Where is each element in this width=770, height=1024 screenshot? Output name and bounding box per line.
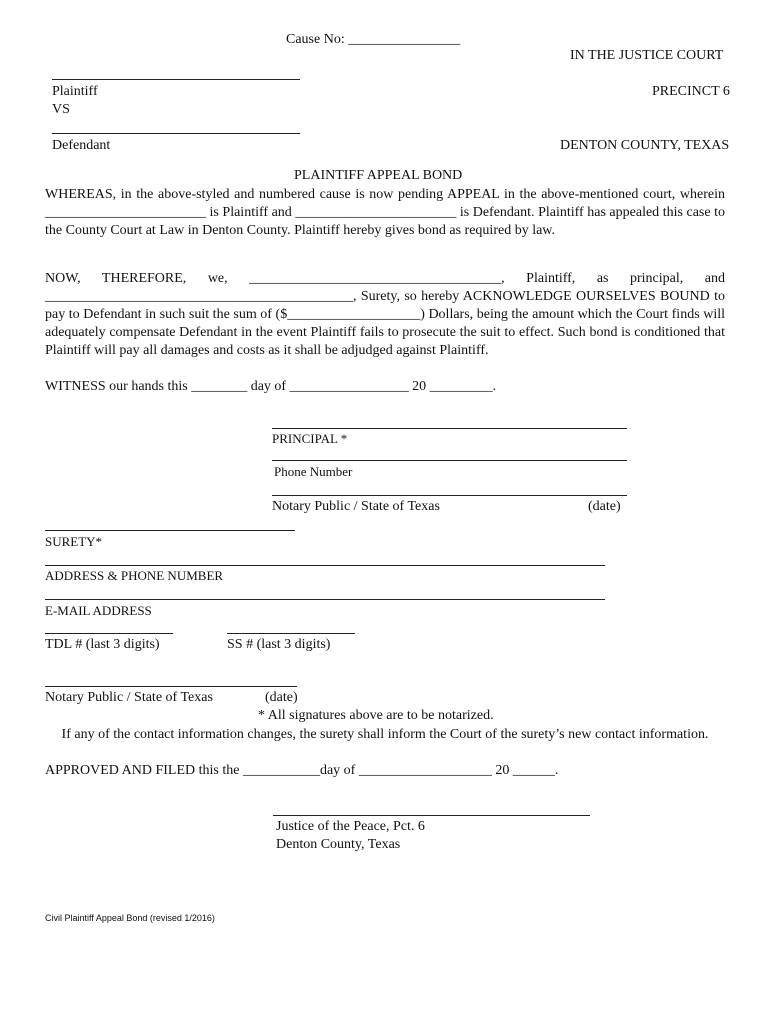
judge-county: Denton County, Texas — [276, 837, 401, 852]
notarized-note: * All signatures above are to be notarized. — [258, 708, 494, 723]
principal-notary-line — [272, 495, 627, 496]
judge-signature-line — [273, 815, 590, 816]
cause-number: Cause No: ________________ — [286, 32, 461, 47]
surety-date-label: (date) — [265, 690, 298, 705]
surety-label: SURETY* — [45, 534, 103, 549]
ss-label: SS # (last 3 digits) — [227, 637, 331, 652]
principal-date-label: (date) — [588, 499, 621, 514]
plaintiff-signature-line — [52, 79, 300, 80]
surety-notary-line — [45, 686, 297, 687]
email-line — [45, 599, 605, 600]
tdl-label: TDL # (last 3 digits) — [45, 637, 160, 652]
ss-line — [227, 633, 355, 634]
principal-notary-label: Notary Public / State of Texas — [272, 499, 440, 514]
precinct-label: PRECINCT 6 — [652, 84, 730, 99]
surety-notary-label: Notary Public / State of Texas — [45, 690, 213, 705]
court-name: IN THE JUSTICE COURT — [570, 48, 724, 63]
approved-filed-line: APPROVED AND FILED this the ___________day of ___________________ 20 ______. — [45, 763, 559, 778]
whereas-paragraph: WHEREAS, in the above-styled and numbered cause is now pending APPEAL in the above-mentioned court, wherein _______________________ is Plaintiff and _______________________ is Defendant. Plaintiff has appealed this case to the County Court at Law in Denton County. Plaintiff hereby gives bond as required by law. — [45, 187, 725, 238]
address-line — [45, 565, 605, 566]
principal-signature-line — [272, 428, 627, 429]
defendant-label: Defendant — [52, 138, 111, 153]
defendant-signature-line — [52, 133, 300, 134]
email-label: E-MAIL ADDRESS — [45, 603, 152, 618]
tdl-line — [45, 633, 173, 634]
county-label: DENTON COUNTY, TEXAS — [560, 138, 730, 153]
now-therefore-paragraph: NOW, THEREFORE, we, ____________________________________, Plaintiff, as principal, and ____________________________________________, Surety, so hereby ACKNOWLEDGE OURSELVES BOUND to pay to Defendant in such suit the sum of ($___________________) Dollars, being the amount which the Court finds will adequately compensate Defendant in the event Plaintiff fails to prosecute the suit to effect. Such bond is conditioned that Plaintiff will pay all damages and costs as it shall be adjudged against Plaintiff. — [45, 271, 725, 358]
surety-signature-line — [45, 530, 295, 531]
phone-number-label: Phone Number — [274, 464, 353, 479]
form-revision-footer: Civil Plaintiff Appeal Bond (revised 1/2016) — [45, 913, 215, 923]
contact-change-note: If any of the contact information changes, the surety shall inform the Court of the surety’s new contact information. — [61, 727, 709, 742]
phone-line — [272, 460, 627, 461]
witness-line: WITNESS our hands this ________ day of _________________ 20 _________. — [45, 379, 497, 394]
plaintiff-label: Plaintiff — [52, 84, 98, 99]
document-title: PLAINTIFF APPEAL BOND — [294, 168, 463, 183]
vs-label: VS — [52, 102, 70, 117]
address-phone-label: ADDRESS & PHONE NUMBER — [45, 568, 224, 583]
judge-title: Justice of the Peace, Pct. 6 — [276, 819, 425, 834]
principal-label: PRINCIPAL * — [272, 431, 348, 446]
